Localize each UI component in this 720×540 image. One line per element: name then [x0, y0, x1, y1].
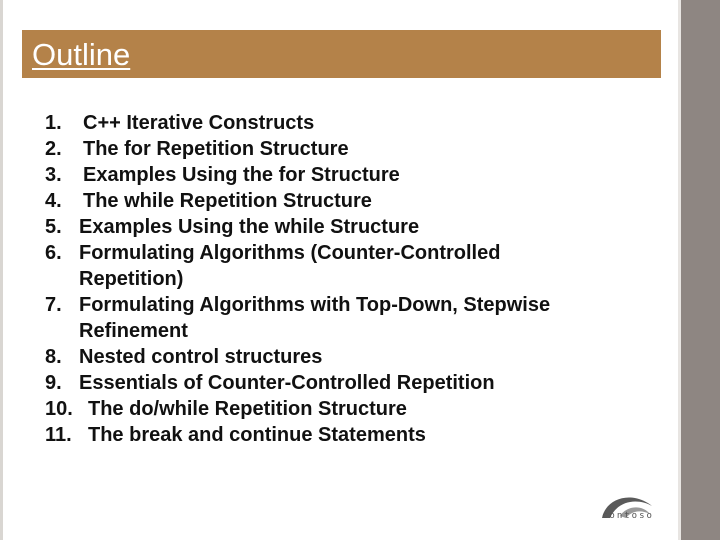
slide-title: Outline — [32, 37, 131, 72]
outline-item-number: 6. — [45, 242, 62, 264]
outline-item-text: The while Repetition Structure — [83, 190, 372, 212]
outline-item-text: C++ Iterative Constructs — [83, 112, 315, 134]
outline-item-text: Nested control structures — [79, 346, 323, 368]
outline-item-text: Essentials of Counter-Controlled Repetition — [79, 372, 495, 394]
outline-item-text: Formulating Algorithms (Counter-Controlled Repetition) — [79, 242, 501, 291]
outline-item-text: Examples Using the while Structure — [79, 216, 420, 238]
right-side-strip — [678, 0, 720, 540]
outline-item-number: 3. — [45, 164, 62, 186]
outline-item-text: The for Repetition Structure — [83, 138, 349, 160]
outline-item-number: 11. — [45, 424, 72, 446]
logo-wordmark: contoso — [602, 511, 654, 521]
outline-item-text: The do/while Repetition Structure — [88, 398, 407, 420]
outline-item-number: 1. — [45, 112, 62, 134]
outline-item-text: Formulating Algorithms with Top-Down, Stepwise Refinement — [79, 294, 551, 343]
right-side-strip-highlight — [678, 0, 681, 540]
outline-item-number: 10. — [45, 398, 73, 420]
outline-item-number: 8. — [45, 346, 62, 368]
outline-item-number: 5. — [45, 216, 62, 238]
outline-item-text: Examples Using the for Structure — [83, 164, 400, 186]
left-edge-bar — [0, 0, 3, 540]
outline-item-number: 7. — [45, 294, 62, 316]
outline-item-number: 9. — [45, 372, 62, 394]
outline-item-number: 2. — [45, 138, 62, 160]
outline-item-text: The break and continue Statements — [88, 424, 426, 446]
outline-item-number: 4. — [45, 190, 62, 212]
